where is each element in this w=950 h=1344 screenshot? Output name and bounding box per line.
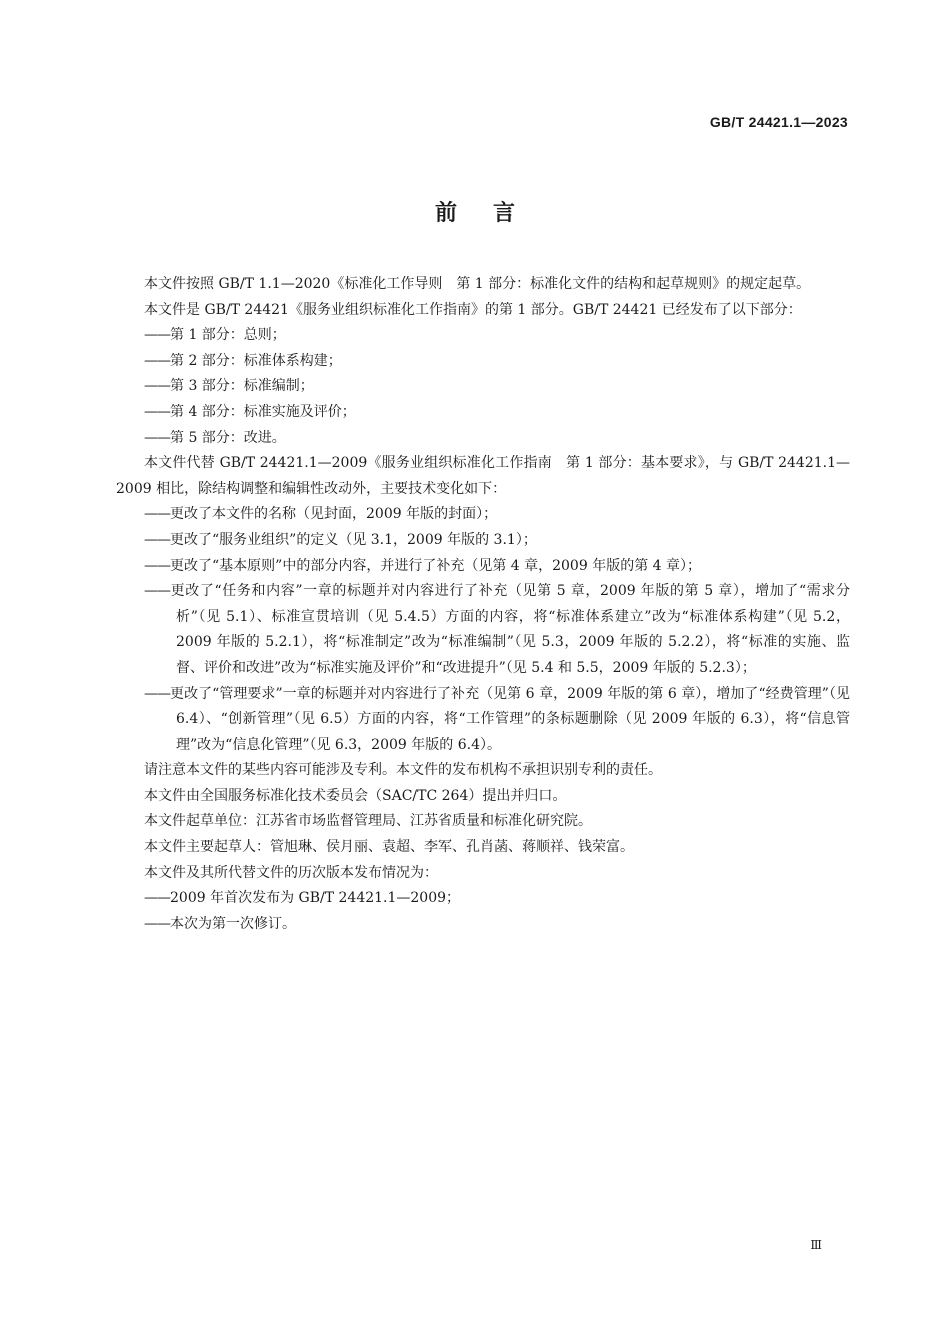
dash-marker: —— bbox=[144, 915, 170, 932]
list-item bbox=[116, 323, 850, 349]
list-item bbox=[116, 528, 850, 554]
list-item bbox=[116, 682, 850, 759]
paragraph: 请注意本文件的某些内容可能涉及专利。本文件的发布机构不承担识别专利的责任。 bbox=[144, 762, 662, 779]
dash-marker: —— bbox=[144, 685, 170, 702]
list-item bbox=[116, 579, 850, 681]
dash-marker: —— bbox=[144, 429, 170, 446]
dash-marker: —— bbox=[144, 890, 170, 907]
list-item bbox=[116, 554, 850, 580]
dash-marker: —— bbox=[144, 378, 170, 395]
list-item-text: 第 2 部分：标准体系构建； bbox=[170, 352, 342, 369]
paragraph: 本文件主要起草人：管旭琳、侯月丽、袁超、李军、孔肖菡、蒋顺祥、钱荣富。 bbox=[144, 839, 634, 856]
list-item-text: 更改了“管理要求”一章的标题并对内容进行了补充（见第 6 章，2009 年版的第 6 章），增加了“经费管理”（见 6.4）、“创新管理”（见 6.5）方面的内容，将“工作管理”的条标题删除（见 2009 年版的 6.3），将“信息管理”改为“信息化管理”（见 6.3，2009 年版的 6.4）。 bbox=[170, 685, 850, 753]
dash-marker: —— bbox=[144, 557, 170, 574]
page-number: Ⅲ bbox=[810, 1238, 822, 1252]
list-item-text: 更改了本文件的名称（见封面，2009 年版的封面）； bbox=[170, 506, 498, 523]
list-item-text: 本次为第一次修订。 bbox=[170, 915, 296, 932]
list-item-text: 2009 年首次发布为 GB/T 24421.1—2009； bbox=[170, 890, 461, 907]
paragraph: 本文件起草单位：江苏省市场监督管理局、江苏省质量和标准化研究院。 bbox=[144, 813, 592, 830]
list-item-text: 更改了“任务和内容”一章的标题并对内容进行了补充（见第 5 章，2009 年版的第 5 章），增加了“需求分析”（见 5.1）、标准宣贯培训（见 5.4.5）方面的内容，将“标准体系建立”改为“标准体系构建”（见 5.2，2009 年版的 5.2.1），将“标准制定”改为“标准编制”（见 5.3，2009 年版的 5.2.2），将“标准的实施、监督、评价和改进”改为“标准实施及评价”和“改进提升”（见 5.4 和 5.5，2009 年版的 5.2.3）； bbox=[170, 583, 850, 676]
paragraph: 本文件是 GB/T 24421《服务业组织标准化工作指南》的第 1 部分。GB/T 24421 已经发布了以下部分： bbox=[144, 301, 802, 318]
dash-marker: —— bbox=[144, 531, 170, 548]
list-item-text: 第 5 部分：改进。 bbox=[170, 429, 286, 446]
standard-number: GB/T 24421.1—2023 bbox=[709, 114, 848, 130]
list-item-text: 第 3 部分：标准编制； bbox=[170, 378, 314, 395]
paragraph: 本文件及其所代替文件的历次版本发布情况为： bbox=[144, 864, 438, 881]
dash-marker: —— bbox=[144, 506, 170, 523]
list-item bbox=[116, 374, 850, 400]
dash-marker: —— bbox=[144, 583, 170, 600]
dash-marker: —— bbox=[144, 352, 170, 369]
list-item-text: 第 1 部分：总则； bbox=[170, 327, 286, 344]
list-item bbox=[116, 426, 850, 452]
list-item-text: 更改了“服务业组织”的定义（见 3.1，2009 年版的 3.1）； bbox=[170, 531, 537, 548]
list-item bbox=[116, 400, 850, 426]
list-item bbox=[116, 349, 850, 375]
paragraph: 本文件代替 GB/T 24421.1—2009《服务业组织标准化工作指南 第 1 部分：基本要求》，与 GB/T 24421.1—2009 相比，除结构调整和编辑性改动外，主要技术变化如下： bbox=[116, 455, 850, 497]
list-item bbox=[116, 886, 850, 912]
list-item bbox=[116, 912, 850, 938]
paragraph: 本文件由全国服务标准化技术委员会（SAC/TC 264）提出并归口。 bbox=[144, 787, 567, 804]
page-title: 前言 bbox=[434, 201, 551, 226]
dash-marker: —— bbox=[144, 403, 170, 420]
paragraph: 本文件按照 GB/T 1.1—2020《标准化工作导则 第 1 部分：标准化文件的结构和起草规则》的规定起草。 bbox=[144, 276, 811, 292]
document-body bbox=[116, 272, 850, 937]
list-item-text: 更改了“基本原则”中的部分内容，并进行了补充（见第 4 章，2009 年版的第 4 章）； bbox=[170, 557, 702, 574]
list-item bbox=[116, 502, 850, 528]
dash-marker: —— bbox=[144, 327, 170, 344]
list-item-text: 第 4 部分：标准实施及评价； bbox=[170, 403, 356, 420]
